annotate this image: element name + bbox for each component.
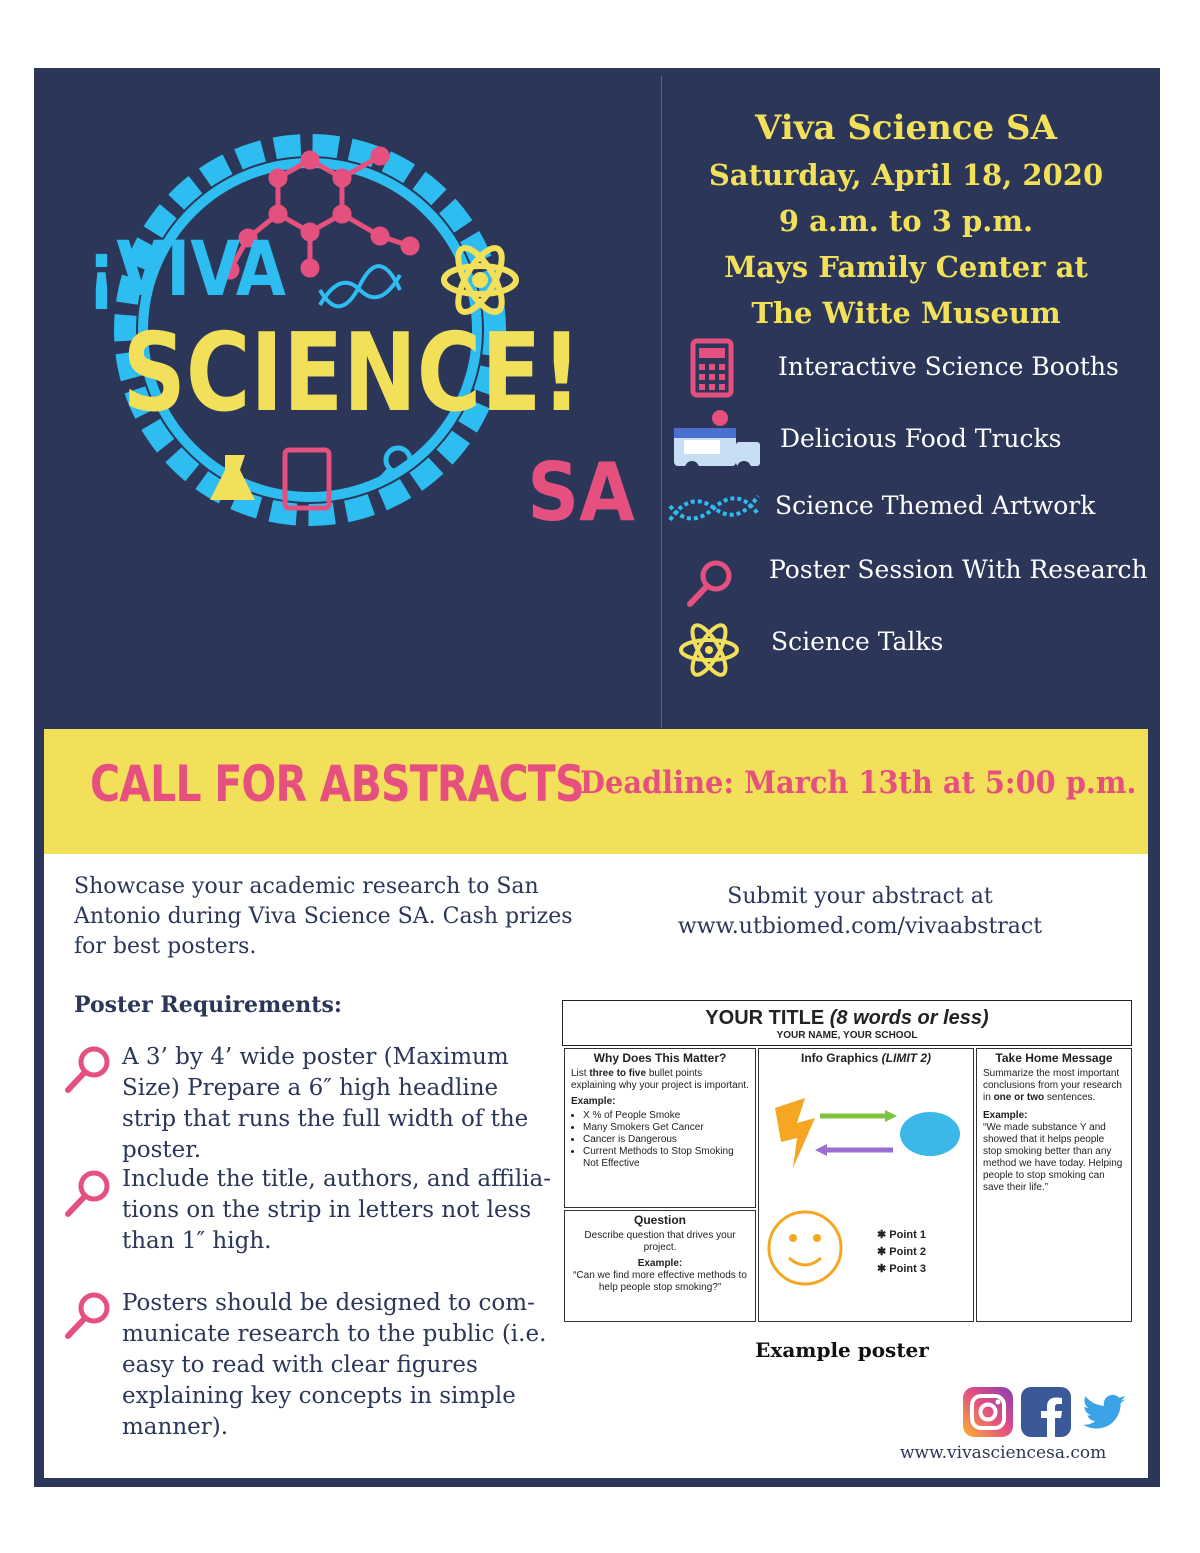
atom-icon xyxy=(676,622,742,678)
poster-why-box: Why Does This Matter? List three to five bullet points explaining why your project is important. Example: • X % of People Smoke • Many Smokers Get Cancer • Cancer is Dangerous • Current Methods to Stop Smoking Not Effective xyxy=(564,1048,756,1208)
instagram-icon[interactable] xyxy=(963,1387,1013,1437)
event-title: Viva Science SA xyxy=(755,108,1057,148)
requirement-item: Include the title, authors, and affilia-tions on the strip in letters not less than 1″ high. xyxy=(122,1166,552,1254)
event-date: Saturday, April 18, 2020 xyxy=(708,158,1104,192)
poster-title-strip xyxy=(562,1000,1132,1046)
logo-sa: SA xyxy=(527,445,635,539)
dna-icon xyxy=(666,486,762,530)
twitter-icon[interactable] xyxy=(1080,1387,1130,1437)
smiley-icon xyxy=(769,1212,841,1284)
deadline-text: Deadline: March 13th at 5:00 p.m. xyxy=(580,765,1137,801)
poster-question-box: Question Describe question that drives your project. Example: “Can we find more effective methods to help people stop smoking?” xyxy=(564,1210,756,1322)
logo-science: SCIENCE! xyxy=(122,309,582,436)
example-poster xyxy=(562,1000,1132,1322)
requirement-item: A 3’ by 4’ wide poster (Maximum Size) Prepare a 6″ high headline strip that runs the full width of the poster. xyxy=(122,1044,529,1163)
event-time: 9 a.m. to 3 p.m. xyxy=(778,204,1034,238)
food-truck-icon xyxy=(670,408,764,480)
magnifier-icon xyxy=(62,1044,114,1096)
event-venue-line1: Mays Family Center at xyxy=(724,250,1088,284)
points-list: ✱ Point 1 ✱ Point 2 ✱ Point 3 xyxy=(877,1229,926,1275)
magnifier-icon xyxy=(684,558,736,610)
submit-line: Submit your abstract at xyxy=(727,884,993,909)
submit-url[interactable]: www.utbiomed.com/vivaabstract xyxy=(677,914,1043,939)
calculator-icon xyxy=(690,338,734,398)
feature-label: Interactive Science Booths xyxy=(778,352,1119,381)
magnifier-icon xyxy=(62,1290,114,1342)
intro-text: Showcase your academic research to San Antonio during Viva Science SA. Cash prizes for best posters. xyxy=(74,874,573,959)
website-link[interactable]: www.vivasciencesa.com xyxy=(900,1443,1107,1463)
feature-label: Poster Session With Research xyxy=(769,555,1148,584)
event-venue-line2: The Witte Museum xyxy=(751,296,1061,330)
requirements-heading: Poster Requirements: xyxy=(74,992,342,1018)
feature-label: Science Themed Artwork xyxy=(775,491,1096,520)
facebook-icon[interactable] xyxy=(1021,1387,1071,1437)
magnifier-icon xyxy=(62,1168,114,1220)
call-for-abstracts-heading: CALL FOR ABSTRACTS xyxy=(90,755,584,813)
infographic-art xyxy=(765,1068,965,1318)
event-info xyxy=(668,104,1144,336)
poster-infographics-box: Info Graphics (LIMIT 2) ✱ Point 1 ✱ Point 2 ✱ Point 3 xyxy=(758,1048,974,1322)
feature-label: Science Talks xyxy=(771,627,944,656)
viva-science-logo xyxy=(80,120,640,580)
submit-info xyxy=(660,882,1060,942)
poster-title: YOUR TITLE (8 words or less) xyxy=(705,1007,989,1029)
example-poster-caption: Example poster xyxy=(755,1338,929,1362)
cloud-icon xyxy=(900,1112,960,1156)
poster-subtitle: YOUR NAME, YOUR SCHOOL xyxy=(776,1030,918,1041)
logo-viva: ¡VIVA xyxy=(86,224,286,314)
feature-label: Delicious Food Trucks xyxy=(780,424,1062,453)
poster-takehome-box: Take Home Message Summarize the most important conclusions from your research in one or two sentences. Example: “We made substance Y and showed that it helps people stop smoking better than any method we have today. Helping people to stop smoking can save their life.” xyxy=(976,1048,1132,1322)
divider xyxy=(661,76,662,728)
dna-icon xyxy=(320,266,400,306)
requirement-item: Posters should be designed to com-municate research to the public (i.e. easy to read with clear figures explaining key concepts in simple manner). xyxy=(122,1290,547,1440)
lightning-icon xyxy=(775,1098,815,1168)
